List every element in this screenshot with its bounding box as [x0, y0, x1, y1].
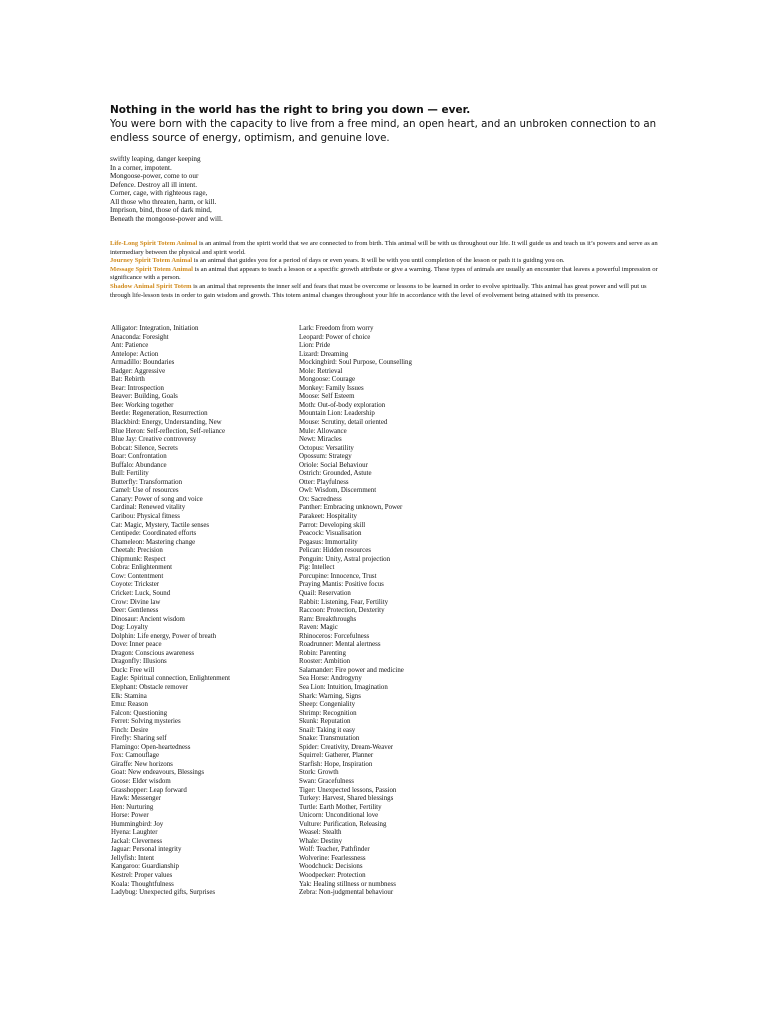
animal-list-item: Weasel: Stealth: [299, 829, 342, 837]
quote-title: Nothing in the world has the right to bring you down — ever.: [110, 104, 471, 116]
animal-list-item: Cheetah: Precision: [111, 547, 163, 555]
animal-list-item: Opossum: Strategy: [299, 453, 352, 461]
animal-list-item: Rooster: Ambition: [299, 658, 351, 666]
animal-list-item: Cardinal: Renewed vitality: [111, 504, 186, 512]
totem-name: Message Spirit Totem Animal: [110, 265, 193, 273]
animal-list-item: Emu: Reason: [111, 701, 148, 709]
animal-list-item: Swan: Gracefulness: [299, 777, 354, 785]
animal-list-item: Kestrel: Proper values: [111, 872, 173, 879]
animal-list-item: Unicorn: Unconditional love: [299, 812, 379, 820]
animal-list-item: Owl: Wisdom, Discernment: [299, 487, 377, 495]
animal-list-item: Ladybug: Unexpected gifts, Surprises: [111, 889, 216, 897]
animal-list-item: Grasshopper: Leap forward: [111, 786, 187, 794]
animal-list-item: Shark: Warning, Signs: [299, 692, 361, 700]
animal-list-item: Dragon: Conscious awareness: [111, 649, 195, 657]
animal-list-item: Goat: New endeavours, Blessings: [111, 769, 205, 777]
animal-list-item: Blue Heron: Self-reflection, Self-reliance: [111, 427, 226, 435]
animal-list-item: Hummingbird: Joy: [111, 820, 164, 828]
animal-list-item: Parrot: Developing skill: [299, 521, 366, 529]
totem-paragraph: [110, 257, 658, 266]
animal-list-item: Sea Horse: Androgyny: [299, 675, 362, 683]
totem-paragraph: [110, 240, 658, 257]
animal-list-item: Horse: Power: [111, 812, 149, 820]
totem-name: Shadow Animal Spirit Totem: [110, 282, 192, 290]
poem-line: swiftly leaping, danger keeping: [110, 155, 201, 163]
animal-list-item: Mountain Lion: Leadership: [299, 410, 375, 418]
animal-list-item: Robin: Parenting: [299, 649, 346, 657]
animal-list-item: Mockingbird: Soul Purpose, Counselling: [299, 359, 412, 367]
animal-list-item: Panther: Embracing unknown, Power: [299, 504, 403, 512]
animal-list-item: Cat: Magic, Mystery, Tactile senses: [111, 521, 210, 529]
animal-list-item: Ostrich: Grounded, Astute: [299, 470, 372, 478]
animal-list-item: Sea Lion: Intuition, Imagination: [299, 683, 388, 691]
animal-list-item: Beetle: Regeneration, Resurrection: [111, 410, 208, 418]
animal-list-item: Finch: Desire: [111, 726, 149, 734]
animal-list-item: Giraffe: New horizons: [111, 760, 173, 768]
animal-list-item: Rhinoceros: Forcefulness: [299, 632, 370, 640]
animal-list-item: Blackbird: Energy, Understanding, New: [111, 419, 222, 427]
animal-list-item: Oriole: Social Behaviour: [299, 461, 368, 469]
animal-list-item: Dragonfly: Illusions: [111, 658, 167, 666]
animal-list-item: Rabbit: Listening, Fear, Fertility: [299, 598, 389, 606]
animal-list-item: Cricket: Luck, Sound: [111, 589, 171, 597]
animal-list-item: Snail: Taking it easy: [299, 726, 356, 734]
poem-line: All those who threaten, harm, or kill.: [110, 197, 217, 206]
animal-list-item: Raccoon: Protection, Dexterity: [299, 607, 385, 615]
animal-list-item: Blue Jay: Creative controversy: [111, 436, 197, 444]
totem-description: is an animal from the spirit world that we are connected to from birth. This animal will be with us throughout our life. It will guide us and teach us it’s powers and serve as an intermediary between the physical and spirit world.: [110, 240, 658, 256]
poem: [110, 155, 410, 223]
animal-list-item: Turtle: Earth Mother, Fertility: [299, 803, 382, 811]
animal-list-item: Firefly: Sharing self: [111, 735, 167, 743]
totem-description: is an animal that represents the inner self and fears that must be overcome or lessons to be learned in order to evolve spiritually. This animal has great power and will put us through life-lesson tests in order to gain wisdom and growth. This totem animal changes throughout your life in accordance with the level of evolvement being attained with its presence.: [110, 282, 647, 299]
animal-list-item: Otter: Playfulness: [299, 478, 349, 486]
animal-list-item: Eagle: Spiritual connection, Enlightenment: [111, 675, 231, 683]
animal-list-item: Bee: Working together: [111, 401, 174, 409]
animal-list-item: Quail: Reservation: [299, 589, 351, 597]
animal-list-item: Moose: Self Esteem: [299, 393, 355, 401]
animal-list-item: Antelope: Action: [111, 350, 159, 358]
animal-list-item: Kangaroo: Guardianship: [111, 863, 179, 871]
animal-list-item: Flamingo: Open-heartedness: [111, 743, 191, 751]
totem-description: is an animal that guides you for a period of days or even years. It will be with you until completion of the lesson or path it is guiding you on.: [192, 257, 565, 265]
animal-list-item: Moth: Out-of-body exploration: [299, 401, 386, 409]
animal-list-item: Roadrunner: Mental alertness: [299, 641, 381, 649]
animal-list-item: Elk: Stamina: [111, 692, 147, 700]
animal-list-item: Ram: Breakthroughs: [299, 615, 357, 623]
animal-list-item: Bear: Introspection: [111, 384, 165, 392]
animal-list-item: Squirrel: Gatherer, Planner: [299, 752, 374, 760]
animal-list-item: Woodpecker: Protection: [299, 872, 366, 879]
animal-list-item: Boar: Confrontation: [111, 453, 167, 461]
animal-list-item: Mule: Allowance: [299, 427, 347, 435]
animal-list-item: Buffalo: Abundance: [111, 461, 167, 469]
animal-list-item: Hyena: Laughter: [111, 829, 158, 837]
animal-list-item: Zebra: Non-judgmental behaviour: [299, 889, 394, 897]
quote-text: You were born with the capacity to live from a free mind, an open heart, and an unbroken connection to an endless source of energy, optimism, and genuine love.: [110, 119, 657, 144]
animal-list-item: Bull: Fertility: [111, 470, 149, 478]
animal-list-item: Badger: Aggressive: [111, 367, 166, 375]
animal-list-item: Alligator: Integration, Initiation: [111, 325, 199, 332]
animal-list-item: Praying Mantis: Positive focus: [299, 581, 384, 589]
animal-list-item: Pegasus: Immortality: [299, 538, 358, 546]
animal-list-item: Tiger: Unexpected lessons, Passion: [299, 786, 397, 794]
animal-list-item: Turkey: Harvest, Shared blessings: [299, 795, 394, 803]
animal-list-item: Pig: Intellect: [299, 564, 335, 572]
animal-list-item: Chipmunk: Respect: [111, 555, 166, 563]
animal-list-item: Vulture: Purification, Releasing: [299, 820, 387, 828]
animal-list-left: [111, 325, 291, 898]
animal-list-item: Bobcat: Silence, Secrets: [111, 444, 178, 452]
animal-list-item: Jellyfish: Intent: [111, 854, 155, 862]
animal-list-item: Hen: Nurturing: [111, 803, 154, 811]
animal-list-item: Lizard: Dreaming: [299, 350, 349, 358]
animal-list-item: Ox: Sacredness: [299, 495, 342, 503]
poem-line: Mongoose-power, come to our: [110, 172, 199, 180]
totem-paragraph: [110, 266, 658, 283]
animal-list-item: Fox: Camouflage: [111, 752, 160, 760]
animal-list-item: Centipede: Coordinated efforts: [111, 530, 197, 538]
animal-list-item: Elephant: Obstacle remover: [111, 683, 188, 691]
animal-list-item: Coyote: Trickster: [111, 581, 160, 589]
animal-list-item: Caribou: Physical fitness: [111, 513, 180, 521]
animal-list-item: Jackal: Cleverness: [111, 837, 163, 845]
animal-list-item: Deer: Gentleness: [111, 607, 159, 615]
animal-list-item: Leopard: Power of choice: [299, 333, 371, 341]
animal-list-item: Shrimp: Recognition: [299, 709, 357, 717]
animal-list-item: Ferret: Solving mysteries: [111, 718, 181, 726]
animal-list-item: Penguin: Unity, Astral projection: [299, 555, 391, 563]
animal-list-item: Cobra: Enlightenment: [111, 564, 173, 572]
animal-list-item: Chameleon: Mastering change: [111, 538, 196, 546]
animal-list-item: Mouse: Scrutiny, detail oriented: [299, 419, 388, 427]
animal-list-item: Armadillo: Boundaries: [111, 359, 175, 367]
animal-list-item: Salamander: Fire power and medicine: [299, 666, 404, 674]
animal-list-item: Koala: Thoughtfulness: [111, 880, 174, 888]
animal-list-item: Dinosaur: Ancient wisdom: [111, 615, 185, 623]
animal-list-item: Beaver: Building, Goals: [111, 393, 178, 401]
animal-list-item: Skunk: Reputation: [299, 718, 351, 726]
animal-list-item: Woodchuck: Decisions: [299, 863, 363, 871]
animal-list-item: Mole: Retrieval: [299, 367, 343, 375]
totem-name: Life-Long Spirit Totem Animal: [110, 240, 198, 247]
animal-list-item: Pelican: Hidden resources: [299, 547, 371, 555]
animal-list-item: Starfish: Hope, Inspiration: [299, 760, 373, 768]
animal-list-item: Stork: Growth: [299, 769, 339, 777]
animal-list-item: Camel: Use of resources: [111, 487, 179, 495]
poem-line: Beneath the mongoose-power and will.: [110, 214, 223, 223]
animal-list-item: Cow: Contentment: [111, 572, 164, 580]
animal-list-item: Falcon: Questioning: [111, 709, 168, 717]
animal-list-item: Anaconda: Foresight: [111, 333, 169, 341]
animal-list-item: Duck: Free will: [111, 666, 155, 674]
animal-list-item: Peacock: Visualisation: [299, 530, 362, 538]
poem-line: In a corner, impotent.: [110, 163, 172, 172]
animal-list-item: Newt: Miracles: [299, 436, 342, 444]
animal-list-item: Mongoose: Courage: [299, 376, 356, 384]
animal-list-item: Snake: Transmutation: [299, 735, 360, 743]
animal-list-item: Dog: Loyalty: [111, 624, 148, 632]
animal-list-item: Whale: Destiny: [299, 837, 343, 845]
animal-list-item: Jaguar: Personal integrity: [111, 846, 182, 854]
animal-list-item: Raven: Magic: [299, 624, 338, 632]
poem-line: Corner, cage, with righteous rage,: [110, 189, 208, 197]
animal-list-item: Lark: Freedom from worry: [299, 325, 374, 332]
animal-list-item: Yak: Healing stillness or numbness: [299, 880, 396, 888]
animal-list-item: Butterfly: Transformation: [111, 478, 183, 486]
animal-list-item: Dove: Inner peace: [111, 641, 162, 649]
totem-name: Journey Spirit Totem Animal: [110, 257, 193, 265]
animal-list-item: Goose: Elder wisdom: [111, 777, 171, 785]
animal-list-item: Monkey: Family Issues: [299, 384, 364, 392]
poem-line: Defence. Destroy all ill intent.: [110, 180, 198, 189]
animal-list-item: Hawk: Messenger: [111, 795, 161, 803]
animal-list-item: Wolf: Teacher, Pathfinder: [299, 846, 370, 854]
animal-list-item: Porcupine: Innocence, Trust: [299, 572, 377, 580]
animal-list-item: Wolverine: Fearlessness: [299, 854, 366, 862]
animal-list-item: Bat: Rebirth: [111, 376, 145, 384]
animal-list-item: Canary: Power of song and voice: [111, 495, 203, 503]
animal-list-item: Spider: Creativity, Dream-Weaver: [299, 743, 394, 751]
totem-paragraph: [110, 283, 658, 300]
animal-list-item: Dolphin: Life energy, Power of breath: [111, 632, 217, 640]
animal-list-item: Octopus: Versatility: [299, 444, 354, 452]
animal-list-item: Sheep: Congeniality: [299, 701, 356, 709]
quote-block: [110, 103, 670, 146]
totem-description: is an animal that appears to teach a lesson or a specific growth attribute or give a warning. These types of animals are usually an encounter that leaves a powerful impression or significance with a person.: [110, 265, 658, 282]
animal-list-item: Ant: Patience: [111, 342, 149, 350]
animal-list-item: Crow: Divine law: [111, 598, 161, 606]
poem-line: Imprison, bind, those of dark mind,: [110, 206, 212, 214]
totem-definitions: [110, 240, 658, 300]
animal-list-item: Lion: Pride: [299, 342, 331, 350]
animal-list-item: Parakeet: Hospitality: [299, 513, 357, 521]
animal-list-right: [299, 325, 499, 898]
